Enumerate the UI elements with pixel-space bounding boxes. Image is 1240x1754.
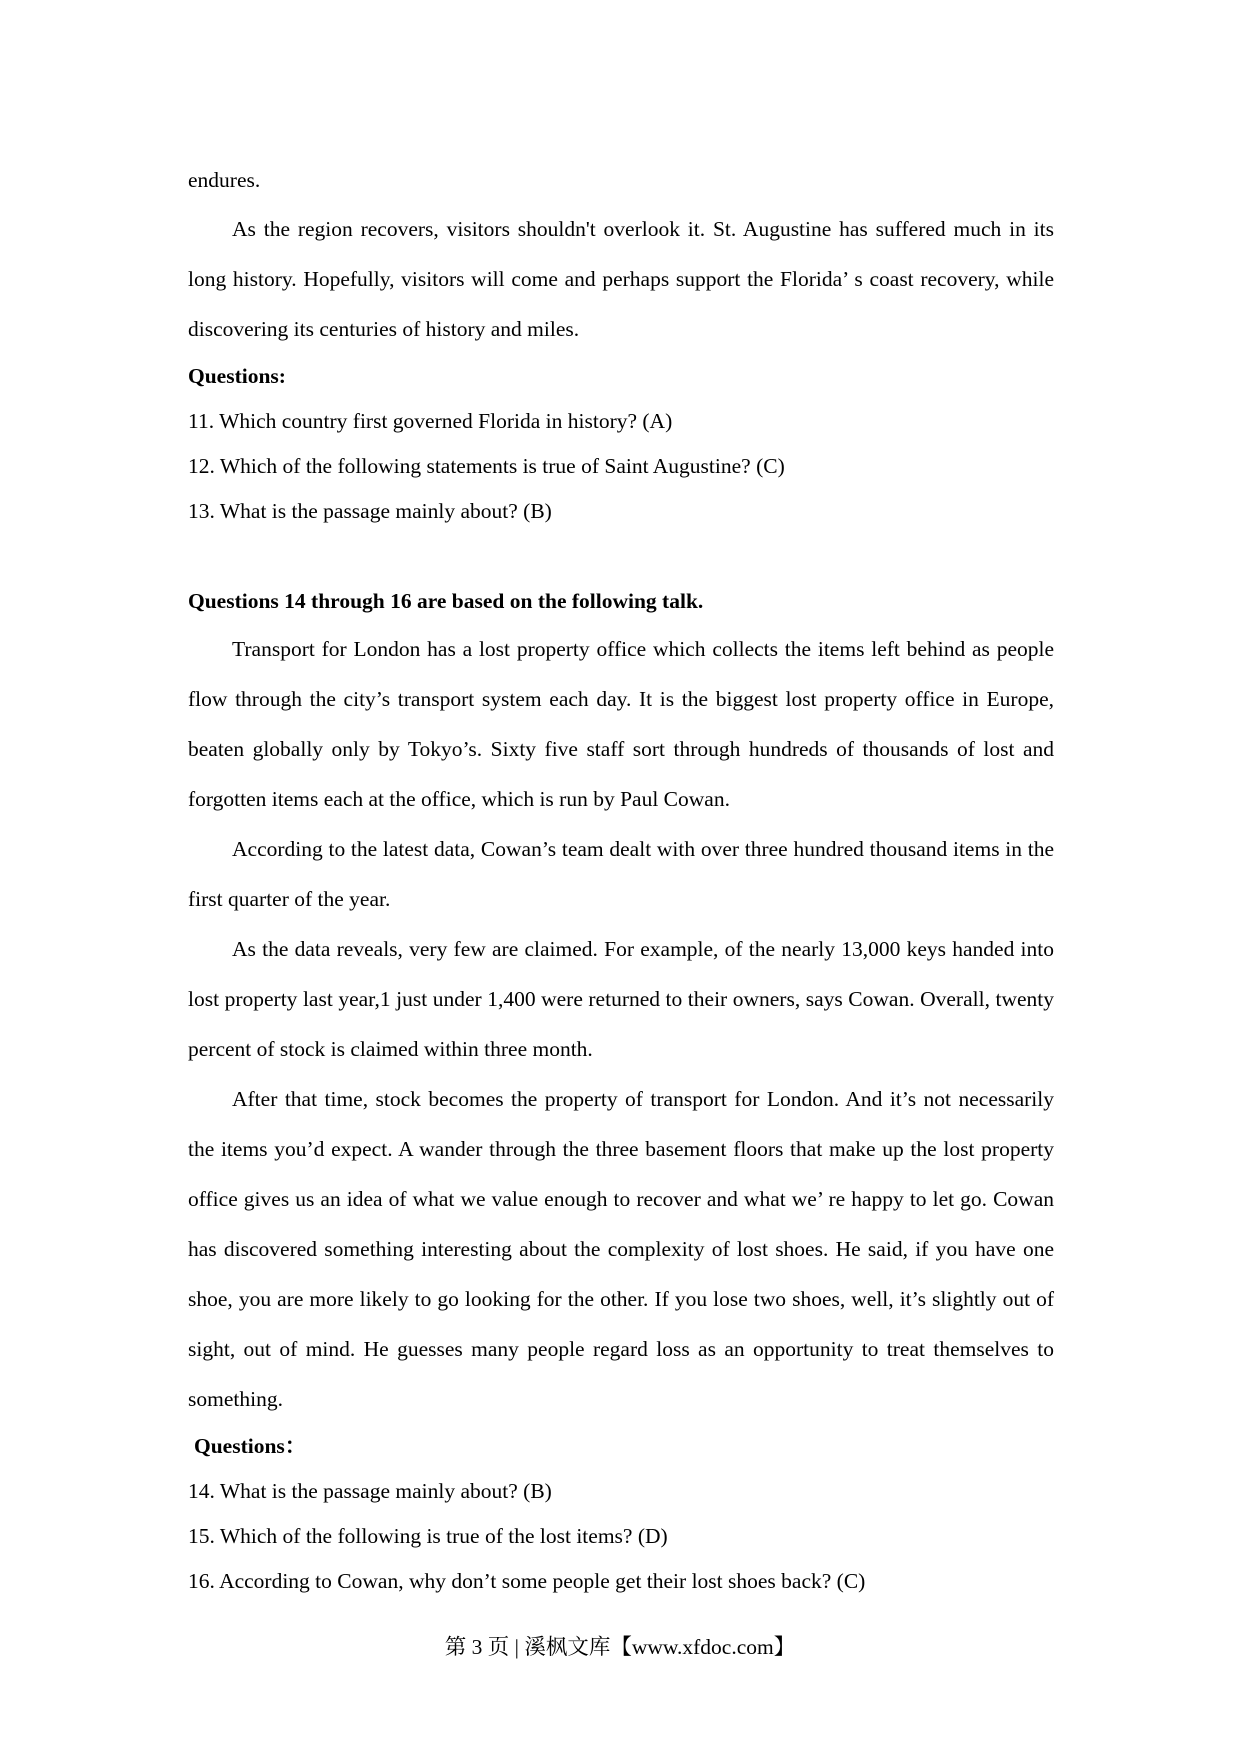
document-body xyxy=(188,160,1054,1604)
question-14: 14. What is the passage mainly about? (B) xyxy=(188,1479,552,1503)
section-heading-talk: Questions 14 through 16 are based on the following talk. xyxy=(188,589,704,613)
question-13: 13. What is the passage mainly about? (B) xyxy=(188,499,552,523)
question-16: 16. According to Cowan, why don’t some people get their lost shoes back? (C) xyxy=(188,1569,866,1593)
paragraph-latest-data: According to the latest data, Cowan’s team dealt with over three hundred thousand items in the first quarter of the year. xyxy=(188,837,1054,911)
paragraph-lost-shoes: After that time, stock becomes the property of transport for London. And it’s not necessarily the items you’d expect. A wander through the three basement floors that make up the lost property office gives us an idea of what we value enough to recover and what we’ re happy to let go. Cowan has discovered something interesting about the complexity of lost shoes. He said, if you have one shoe, you are more likely to go looking for the other. If you lose two shoes, well, it’s slightly out of sight, out of mind. He guesses many people regard loss as an opportunity to treat themselves to something. xyxy=(188,1087,1054,1411)
paragraph-lost-property-office: Transport for London has a lost property office which collects the items left behind as people flow through the city’s transport system each day. It is the biggest lost property office in Europe, beaten globally only by Tokyo’s. Sixty five staff sort through hundreds of thousands of lost and forgotten items each at the office, which is run by Paul Cowan. xyxy=(188,637,1054,811)
continued-text: endures. xyxy=(188,168,261,192)
blank-line xyxy=(188,534,1054,579)
questions-heading-1: Questions: xyxy=(188,364,286,388)
questions-heading-2: Questions： xyxy=(194,1434,307,1458)
paragraph-recovery: As the region recovers, visitors shouldn't overlook it. St. Augustine has suffered much in its long history. Hopefully, visitors will come and perhaps support the Florida’ s coast recovery, while discovering its centuries of history and miles. xyxy=(188,217,1054,341)
question-12: 12. Which of the following statements is true of Saint Augustine? (C) xyxy=(188,454,785,478)
page-footer: 第 3 页 | 溪枫文库【www.xfdoc.com】 xyxy=(444,1635,796,1659)
paragraph-few-claimed: As the data reveals, very few are claimed. For example, of the nearly 13,000 keys handed into lost property last year,1 just under 1,400 were returned to their owners, says Cowan. Overall, twenty percent of stock is claimed within three month. xyxy=(188,937,1054,1061)
question-11: 11. Which country first governed Florida in history? (A) xyxy=(188,409,673,433)
question-15: 15. Which of the following is true of the lost items? (D) xyxy=(188,1524,668,1548)
